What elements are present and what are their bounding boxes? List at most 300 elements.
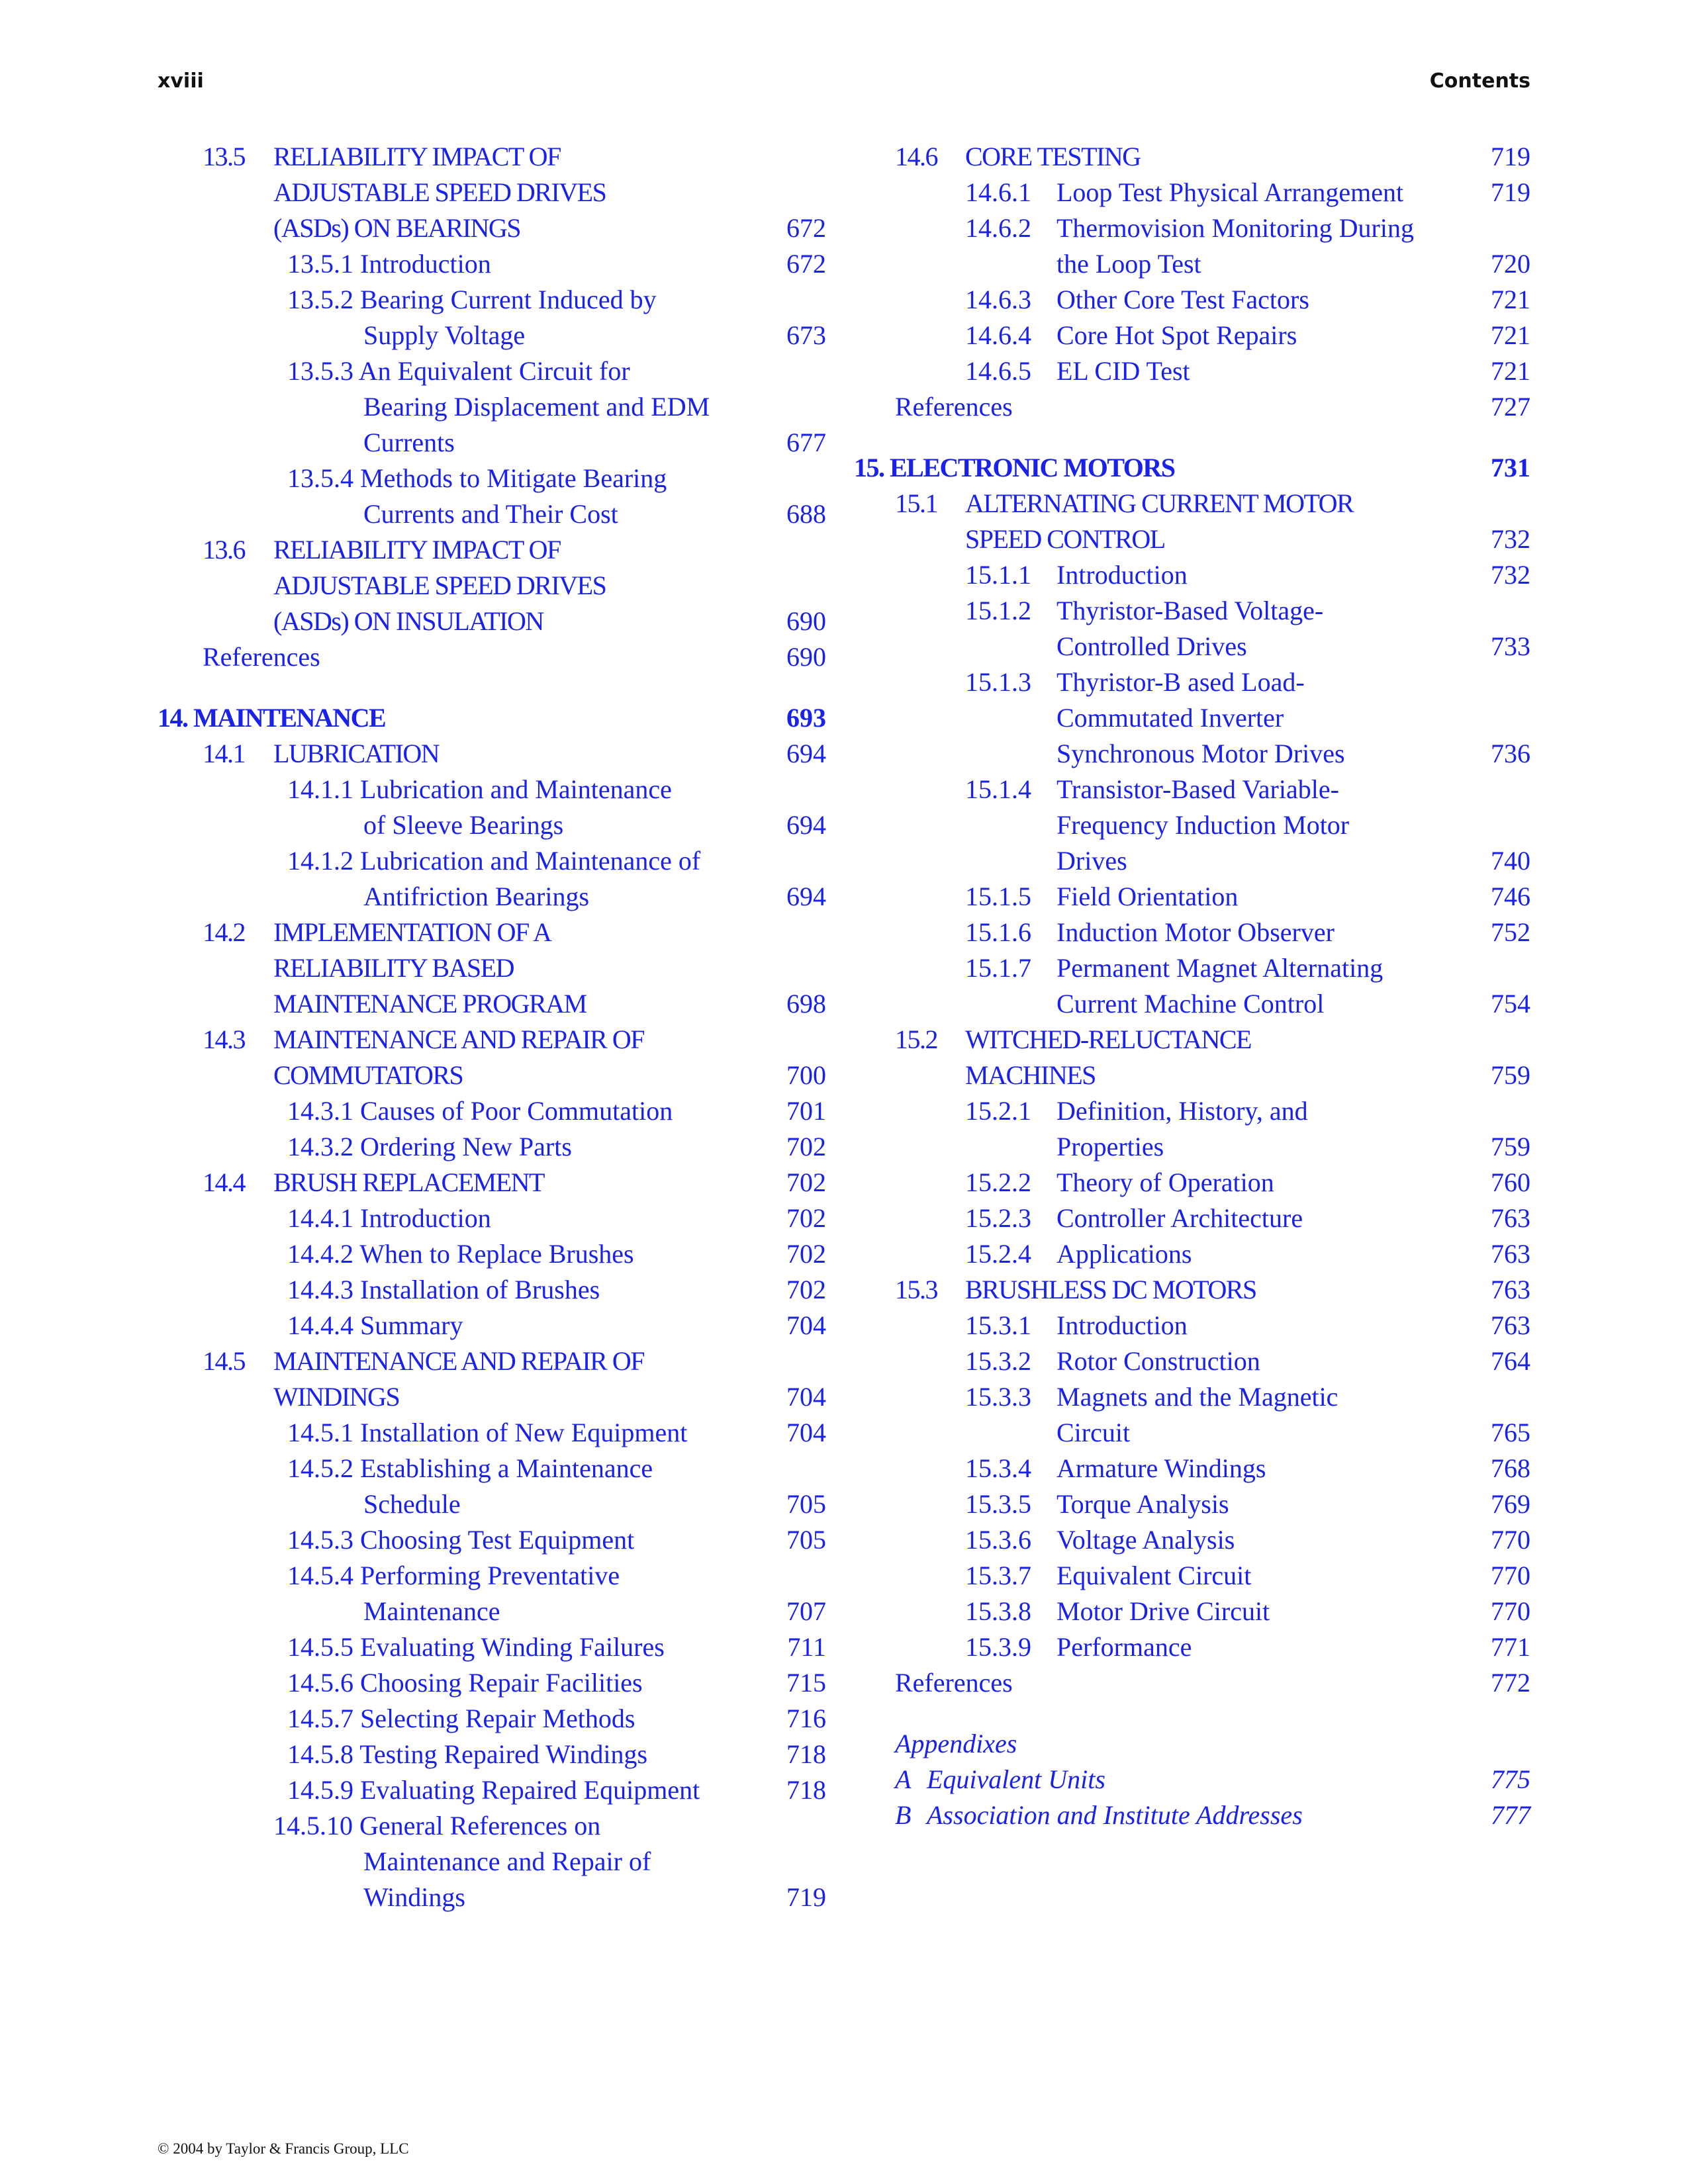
toc-entry[interactable] [861,318,1530,353]
toc-entry[interactable] [158,1844,826,1880]
toc-entry-title: ADJUSTABLE SPEED DRIVES [273,570,606,600]
toc-entry-line [861,246,1530,282]
toc-entry-title: Rotor Construction [1056,1346,1260,1376]
toc-entry[interactable] [158,1236,826,1272]
toc-entry-title: 13.5.1 Introduction [287,249,491,279]
toc-entry[interactable] [158,986,826,1022]
toc-entry[interactable] [861,950,1530,986]
toc-entry-line [861,1558,1530,1594]
toc-entry-title: 14.3.2 Ordering New Parts [287,1132,572,1161]
toc-entry-line [861,1022,1530,1058]
toc-entry-number: 15.3.8 [965,1596,1031,1626]
toc-entry[interactable] [158,1665,826,1701]
toc-entry[interactable] [854,450,1530,486]
toc-entry-number: 15.2.2 [965,1167,1031,1197]
toc-entry-title: MACHINES [965,1060,1096,1090]
toc-entry-line [158,700,826,736]
toc-entry[interactable] [158,604,826,639]
toc-entry-line [158,389,826,425]
toc-entry[interactable] [158,700,826,736]
toc-entry[interactable] [158,1415,826,1451]
toc-entry-line [158,1772,826,1808]
toc-entry-line [158,915,826,950]
toc-entry-line [861,1797,1530,1833]
toc-entry[interactable] [861,1129,1530,1165]
toc-entry-number: 15.2.1 [965,1096,1031,1126]
toc-entry[interactable] [861,736,1530,772]
toc-page-number: 694 [786,882,826,911]
toc-entry[interactable] [158,639,826,675]
toc-entry[interactable] [158,772,826,807]
toc-entry[interactable] [158,1201,826,1236]
toc-entry-title: 14.5.1 Installation of New Equipment [287,1418,688,1447]
toc-entry-line [861,1415,1530,1451]
toc-entry[interactable] [861,772,1530,807]
toc-entry-number: 15.3.3 [965,1382,1031,1412]
toc-entry-line [158,282,826,318]
toc-entry-line [158,1201,826,1236]
toc-entry-line [158,1129,826,1165]
toc-entry[interactable] [861,522,1530,557]
toc-entry[interactable] [158,568,826,604]
toc-entry[interactable] [861,1022,1530,1058]
toc-entry-line [861,950,1530,986]
toc-page-number: 740 [1491,846,1530,876]
toc-entry-line [861,1594,1530,1629]
toc-entry-title: 14.4.1 Introduction [287,1203,491,1233]
toc-entry-title: RELIABILITY IMPACT OF [273,142,561,171]
toc-entry-number: 15.1.1 [965,560,1031,590]
toc-entry[interactable] [158,1058,826,1093]
toc-entry[interactable] [861,1093,1530,1129]
toc-page-number: 702 [786,1167,826,1197]
toc-entry-line [158,1379,826,1415]
toc-entry[interactable] [158,1272,826,1308]
toc-entry-title: Bearing Displacement and EDM [363,392,710,422]
toc-entry-number: 15.1 [895,488,937,518]
toc-entry[interactable] [158,1165,826,1201]
toc-entry-title: WINDINGS [273,1382,400,1412]
toc-entry-title: 14.3.1 Causes of Poor Commutation [287,1096,673,1126]
toc-entry-number: 15.2 [895,1024,937,1054]
toc-entry-line [861,1451,1530,1486]
toc-entry[interactable] [861,1797,1530,1833]
toc-entry-number: B [895,1800,912,1830]
toc-entry[interactable] [861,1594,1530,1629]
toc-page-number: 763 [1491,1275,1530,1304]
toc-entry-line [861,1486,1530,1522]
toc-entry-line [158,1236,826,1272]
toc-entry-number: 14.4 [203,1167,245,1197]
toc-entry[interactable] [861,1308,1530,1343]
toc-entry-line [861,1762,1530,1797]
toc-entry-line [861,486,1530,522]
toc-entry[interactable] [158,736,826,772]
toc-page-number: 759 [1491,1060,1530,1090]
toc-entry-line [158,246,826,282]
toc-entry[interactable] [158,1737,826,1772]
toc-entry-title: Core Hot Spot Repairs [1056,320,1297,350]
toc-entry-title: Introduction [1056,560,1188,590]
toc-entry-title: Appendixes [895,1729,1017,1758]
toc-page-number: 701 [786,1096,826,1126]
toc-page-number: 702 [786,1239,826,1269]
toc-entry-title: 14.5.10 General References on [273,1811,601,1841]
toc-entry-title: Circuit [1056,1418,1131,1447]
toc-entry-title: Applications [1056,1239,1192,1269]
toc-entry-title: 14.5.2 Establishing a Maintenance [287,1453,653,1483]
toc-entry-line [861,282,1530,318]
toc-entry[interactable] [158,246,826,282]
toc-page-number: 752 [1491,917,1530,947]
toc-entry-title: ALTERNATING CURRENT MOTOR [965,488,1354,518]
toc-entry-number: 15.3.4 [965,1453,1031,1483]
toc-entry[interactable] [158,1880,826,1915]
toc-page-number: 770 [1491,1596,1530,1626]
toc-entry[interactable] [158,389,826,425]
toc-entry-number: 13.5 [203,142,245,171]
toc-entry-title: 14.5.6 Choosing Repair Facilities [287,1668,643,1698]
toc-entry-line [158,1629,826,1665]
toc-page-number: 736 [1491,739,1530,768]
toc-entry-title: 14.1.1 Lubrication and Maintenance [287,774,672,804]
toc-entry[interactable] [861,1629,1530,1665]
toc-page-number: 690 [786,606,826,636]
toc-entry-number: 15.1.5 [965,882,1031,911]
toc-entry-line [861,879,1530,915]
toc-entry[interactable] [158,425,826,461]
toc-entry-title: Magnets and the Magnetic [1056,1382,1338,1412]
toc-entry[interactable] [158,1451,826,1486]
toc-page-number: 700 [786,1060,826,1090]
toc-page-number: 704 [786,1310,826,1340]
toc-entry-line [861,1379,1530,1415]
toc-entry-title: Maintenance and Repair of [363,1846,651,1876]
toc-entry-title: Equivalent Circuit [1056,1561,1252,1590]
toc-entry-number: 15.3.2 [965,1346,1031,1376]
page-number: xviii [158,69,204,93]
toc-entry-line [861,629,1530,664]
toc-page-number: 672 [786,213,826,243]
toc-entry-title: 13.5.3 An Equivalent Circuit for [287,356,630,386]
toc-entry[interactable] [158,879,826,915]
toc-page-number: 770 [1491,1561,1530,1590]
toc-entry-title: WITCHED-RELUCTANCE [965,1024,1251,1054]
toc-entry-number: 15.3.5 [965,1489,1031,1519]
toc-entry[interactable] [158,461,826,496]
toc-entry[interactable] [158,1379,826,1415]
toc-entry[interactable] [158,1558,826,1594]
toc-entry-title: Association and Institute Addresses [927,1800,1303,1830]
toc-page-number: 698 [786,989,826,1019]
toc-entry-line [158,461,826,496]
toc-entry-line [158,568,826,604]
toc-entry-line [158,1093,826,1129]
toc-entry-title: BRUSHLESS DC MOTORS [965,1275,1256,1304]
toc-page-number: 769 [1491,1489,1530,1519]
toc-entry-line [158,1665,826,1701]
toc-entry-line [861,210,1530,246]
toc-entry[interactable] [158,1594,826,1629]
toc-entry[interactable] [861,282,1530,318]
toc-entry-line [861,1165,1530,1201]
toc-entry-number: 13.6 [203,535,245,565]
toc-page-number: 721 [1491,320,1530,350]
toc-left-column [158,139,826,1915]
toc-page-number: 760 [1491,1167,1530,1197]
toc-entry-line [158,1165,826,1201]
toc-page-number: 721 [1491,356,1530,386]
toc-entry-number: 15.3 [895,1275,937,1304]
toc-entry-title: Controller Architecture [1056,1203,1303,1233]
toc-entry-title: RELIABILITY BASED [273,953,514,983]
toc-entry[interactable] [158,807,826,843]
toc-entry-line [158,1737,826,1772]
toc-entry-title: RELIABILITY IMPACT OF [273,535,561,565]
toc-page-number: 704 [786,1382,826,1412]
toc-page-number: 718 [786,1739,826,1769]
toc-entry-title: SPEED CONTROL [965,524,1165,554]
toc-entry[interactable] [861,1486,1530,1522]
toc-entry-line [861,1058,1530,1093]
toc-entry-line [158,318,826,353]
toc-page-number: 694 [786,739,826,768]
toc-entry[interactable] [158,1808,826,1844]
toc-entry[interactable] [861,1165,1530,1201]
toc-entry-title: 13.5.2 Bearing Current Induced by [287,285,657,314]
toc-entry[interactable] [158,210,826,246]
toc-entry-title: Antifriction Bearings [363,882,590,911]
toc-entry-line [158,353,826,389]
toc-entry-title: 14.5.7 Selecting Repair Methods [287,1704,635,1733]
toc-entry[interactable] [861,879,1530,915]
toc-entry-line [861,1629,1530,1665]
toc-entry-title: References [895,392,1013,422]
toc-page-number: 707 [786,1596,826,1626]
toc-entry-line [158,139,826,175]
toc-entry-line [158,1058,826,1093]
toc-entry[interactable] [861,843,1530,879]
toc-entry[interactable] [158,139,826,175]
toc-entry[interactable] [861,557,1530,593]
toc-entry-number: 15.3.1 [965,1310,1031,1340]
toc-entry[interactable] [861,1558,1530,1594]
toc-right-column [854,139,1530,1833]
toc-entry[interactable] [861,1201,1530,1236]
toc-entry-title: MAINTENANCE PROGRAM [273,989,586,1019]
toc-entry[interactable] [158,1308,826,1343]
toc-entry-line [158,210,826,246]
toc-entry-number: 14.6.5 [965,356,1031,386]
toc-entry-number: 15.3.7 [965,1561,1031,1590]
toc-entry-title: 14.4.4 Summary [287,1310,463,1340]
toc-page-number: 763 [1491,1239,1530,1269]
toc-page-number: 727 [1491,392,1530,422]
toc-entry[interactable] [861,664,1530,700]
toc-entry-line [158,1272,826,1308]
toc-entry[interactable] [158,843,826,879]
toc-entry[interactable] [158,950,826,986]
toc-entry[interactable] [158,1772,826,1808]
toc-page-number: 715 [786,1668,826,1698]
toc-page-number: 754 [1491,989,1530,1019]
toc-entry-title: References [895,1668,1013,1698]
toc-entry[interactable] [158,282,826,318]
toc-entry[interactable] [158,353,826,389]
toc-entry[interactable] [861,1665,1530,1701]
toc-entry[interactable] [861,1236,1530,1272]
toc-entry[interactable] [861,593,1530,629]
toc-entry[interactable] [158,1022,826,1058]
toc-entry-number: 15.3.9 [965,1632,1031,1662]
toc-entry[interactable] [861,1762,1530,1797]
toc-page-number: 732 [1491,524,1530,554]
toc-entry-line [158,950,826,986]
toc-entry-line [861,1726,1530,1762]
toc-entry-title: Induction Motor Observer [1056,917,1335,947]
toc-entry-title: Thyristor-B ased Load- [1056,667,1305,697]
toc-entry-title: IMPLEMENTATION OF A [273,917,551,947]
toc-entry-title: 14.5.8 Testing Repaired Windings [287,1739,648,1769]
toc-entry-line [158,1415,826,1451]
toc-entry-title: Frequency Induction Motor [1056,810,1350,840]
toc-entry-line [158,532,826,568]
toc-entry-line [861,557,1530,593]
toc-entry-title: the Loop Test [1056,249,1201,279]
toc-entry-line [158,843,826,879]
toc-page-number: 702 [786,1132,826,1161]
toc-entry-line [158,986,826,1022]
toc-entry-number: 14.2 [203,917,245,947]
toc-page-number: 704 [786,1418,826,1447]
toc-entry-title: Windings [363,1882,465,1912]
toc-entry[interactable] [158,318,826,353]
toc-entry[interactable] [158,532,826,568]
toc-entry[interactable] [861,1726,1530,1762]
toc-entry[interactable] [861,986,1530,1022]
toc-entry-number: 15.2.4 [965,1239,1031,1269]
toc-entry-line [158,1844,826,1880]
toc-entry-line [861,593,1530,629]
toc-entry-line [158,772,826,807]
toc-entry[interactable] [861,1343,1530,1379]
toc-entry-number: 14.6.1 [965,177,1031,207]
toc-page-number: 702 [786,1203,826,1233]
toc-entry[interactable] [861,1522,1530,1558]
toc-entry-line [158,879,826,915]
toc-entry-title: CORE TESTING [965,142,1141,171]
toc-entry[interactable] [158,1629,826,1665]
toc-entry[interactable] [861,486,1530,522]
toc-entry[interactable] [861,210,1530,246]
toc-entry-title: Thyristor-Based Voltage- [1056,596,1324,625]
toc-entry-line [861,139,1530,175]
toc-entry-title: (ASDs) ON INSULATION [273,606,543,636]
toc-entry[interactable] [158,1486,826,1522]
toc-entry-title: Maintenance [363,1596,500,1626]
toc-entry[interactable] [861,1415,1530,1451]
toc-entry-line [158,175,826,210]
toc-entry[interactable] [861,1379,1530,1415]
toc-page-number: 702 [786,1275,826,1304]
toc-entry[interactable] [158,175,826,210]
toc-entry-title: Voltage Analysis [1056,1525,1235,1555]
toc-entry-title: Supply Voltage [363,320,526,350]
toc-entry-line [861,915,1530,950]
toc-page-number: 719 [1491,142,1530,171]
toc-entry-title: EL CID Test [1056,356,1190,386]
toc-page-number: 673 [786,320,826,350]
toc-page-number: 775 [1491,1764,1530,1794]
toc-entry[interactable] [861,389,1530,425]
toc-entry[interactable] [861,175,1530,210]
toc-entry[interactable] [861,1451,1530,1486]
toc-entry[interactable] [158,1522,826,1558]
toc-entry-line [158,736,826,772]
toc-entry-line [861,1129,1530,1165]
toc-entry[interactable] [861,139,1530,175]
toc-entry[interactable] [861,353,1530,389]
toc-page-number: 705 [786,1489,826,1519]
toc-entry-title: 14.5.3 Choosing Test Equipment [287,1525,635,1555]
toc-entry-number: 14.1 [203,739,245,768]
toc-entry-line [861,807,1530,843]
toc-page-number: 720 [1491,249,1530,279]
toc-entry-line [158,425,826,461]
toc-entry-title: Torque Analysis [1056,1489,1229,1519]
toc-entry[interactable] [158,1129,826,1165]
toc-entry[interactable] [158,1701,826,1737]
copyright-footer: © 2004 by Taylor & Francis Group, LLC [158,2140,409,2157]
toc-entry-title: 14.4.3 Installation of Brushes [287,1275,600,1304]
toc-entry[interactable] [861,629,1530,664]
toc-page-number: 718 [786,1775,826,1805]
toc-entry-number: 14.6.3 [965,285,1031,314]
toc-page-number: 694 [786,810,826,840]
toc-entry-line [158,1880,826,1915]
toc-page-number: 711 [787,1632,826,1662]
toc-entry-title: Equivalent Units [927,1764,1105,1794]
toc-entry[interactable] [861,1058,1530,1093]
toc-entry[interactable] [861,915,1530,950]
toc-entry[interactable] [158,1093,826,1129]
toc-page-number: 746 [1491,882,1530,911]
toc-entry-title: 13.5.4 Methods to Mitigate Bearing [287,463,667,493]
toc-entry-line [158,1451,826,1486]
toc-page-number: 771 [1491,1632,1530,1662]
toc-entry[interactable] [158,496,826,532]
toc-entry-title: References [203,642,320,672]
toc-page-number: 693 [786,703,826,733]
toc-entry[interactable] [158,1343,826,1379]
toc-entry-number: 15.1.4 [965,774,1031,804]
toc-page-number: 759 [1491,1132,1530,1161]
toc-entry-title: (ASDs) ON BEARINGS [273,213,521,243]
toc-entry-title: Armature Windings [1056,1453,1266,1483]
toc-entry-line [861,1522,1530,1558]
toc-entry[interactable] [861,700,1530,736]
toc-entry[interactable] [861,246,1530,282]
toc-entry-line [861,1272,1530,1308]
toc-entry-title: Controlled Drives [1056,631,1247,661]
toc-entry[interactable] [861,807,1530,843]
toc-entry-title: Definition, History, and [1056,1096,1308,1126]
toc-entry-line [861,986,1530,1022]
toc-entry[interactable] [861,1272,1530,1308]
toc-entry-title: Other Core Test Factors [1056,285,1309,314]
toc-entry[interactable] [158,915,826,950]
toc-page-number: 777 [1491,1800,1530,1830]
